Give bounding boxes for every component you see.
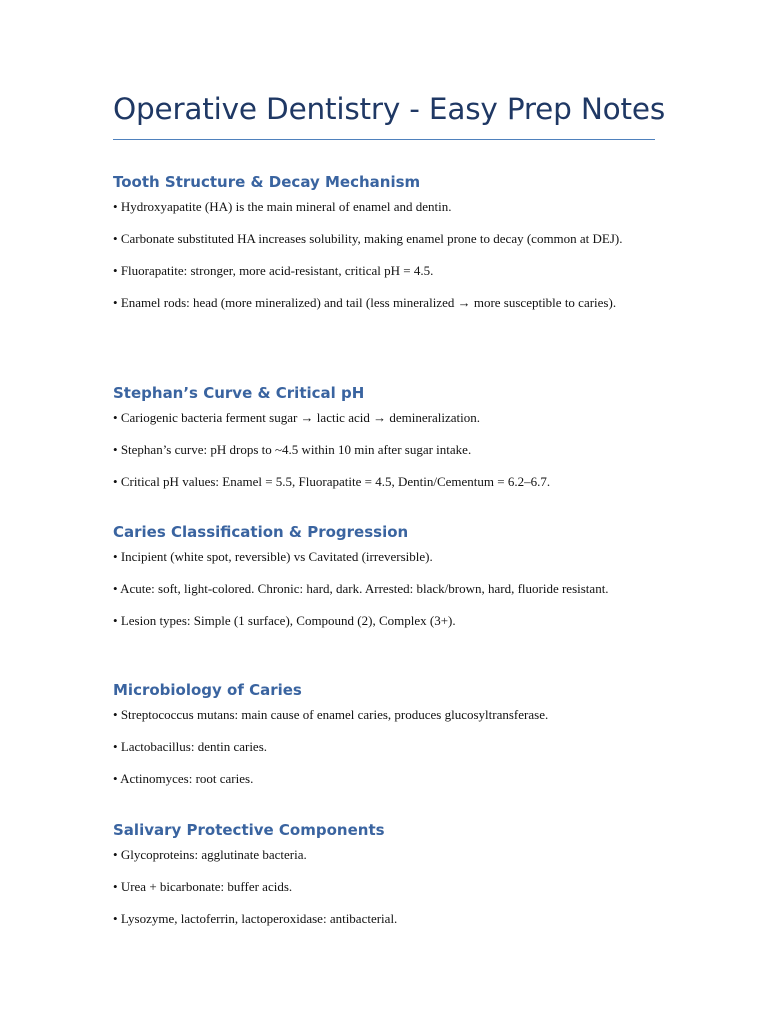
title-underline xyxy=(113,139,655,140)
list-item xyxy=(113,909,655,929)
bullet-glyph: • xyxy=(113,199,118,214)
section-heading: Microbiology of Caries xyxy=(113,681,302,699)
section-microbiology xyxy=(113,680,655,801)
list-item xyxy=(113,769,655,789)
list-item xyxy=(113,877,655,897)
bullet-glyph: • xyxy=(113,442,118,457)
list-item xyxy=(113,611,655,631)
list-item-text: Fluorapatite: stronger, more acid-resistant, critical pH = 4.5. xyxy=(120,263,434,278)
bullet-glyph: • xyxy=(113,295,118,310)
list-item-text: Glycoproteins: agglutinate bacteria. xyxy=(120,847,307,862)
list-item-text: Streptococcus mutans: main cause of enamel caries, produces glucosyltransferase. xyxy=(120,707,549,722)
list-item xyxy=(113,261,655,281)
list-item-text: Cariogenic bacteria ferment sugar → lactic acid → demineralization. xyxy=(120,410,480,425)
list-item-text: Hydroxyapatite (HA) is the main mineral of enamel and dentin. xyxy=(120,199,452,214)
list-item-text: Lysozyme, lactoferrin, lactoperoxidase: antibacterial. xyxy=(120,911,398,926)
list-item xyxy=(113,472,655,492)
bullet-glyph: • xyxy=(113,847,118,862)
document-title: Operative Dentistry - Easy Prep Notes xyxy=(113,92,666,126)
list-item-text: Lactobacillus: dentin caries. xyxy=(120,739,268,754)
list-item xyxy=(113,229,655,249)
section-heading: Tooth Structure & Decay Mechanism xyxy=(113,173,421,191)
section-caries-classification xyxy=(113,522,655,643)
list-item xyxy=(113,440,655,460)
section-tooth-structure xyxy=(113,172,655,325)
section-heading: Stephan’s Curve & Critical pH xyxy=(113,384,365,402)
section-salivary-components xyxy=(113,820,655,941)
list-item xyxy=(113,705,655,725)
bullet-glyph: • xyxy=(113,707,118,722)
list-item xyxy=(113,293,655,313)
list-item-text: Actinomyces: root caries. xyxy=(120,771,254,786)
bullet-glyph: • xyxy=(113,410,118,425)
section-heading: Salivary Protective Components xyxy=(113,821,385,839)
list-item-text: Incipient (white spot, reversible) vs Cavitated (irreversible). xyxy=(120,549,433,564)
list-item-text: Critical pH values: Enamel = 5.5, Fluorapatite = 4.5, Dentin/Cementum = 6.2–6.7. xyxy=(120,474,551,489)
section-heading: Caries Classification & Progression xyxy=(113,523,409,541)
list-item-text: Carbonate substituted HA increases solubility, making enamel prone to decay (common at DEJ). xyxy=(120,231,623,246)
list-item xyxy=(113,408,655,428)
section-stephans-curve xyxy=(113,383,655,504)
bullet-glyph: • xyxy=(113,739,118,754)
bullet-glyph: • xyxy=(113,231,118,246)
list-item-text: Stephan’s curve: pH drops to ~4.5 within 10 min after sugar intake. xyxy=(120,442,472,457)
list-item xyxy=(113,845,655,865)
list-item-text: Enamel rods: head (more mineralized) and tail (less mineralized → more susceptible to caries). xyxy=(120,295,617,310)
list-item-text: Lesion types: Simple (1 surface), Compound (2), Complex (3+). xyxy=(120,613,456,628)
bullet-glyph: • xyxy=(113,911,118,926)
bullet-glyph: • xyxy=(113,613,118,628)
list-item xyxy=(113,197,655,217)
bullet-glyph: • xyxy=(113,474,118,489)
bullet-glyph: • xyxy=(113,771,118,786)
bullet-glyph: • xyxy=(113,263,118,278)
list-item xyxy=(113,579,655,599)
list-item xyxy=(113,737,655,757)
list-item-text: Urea + bicarbonate: buffer acids. xyxy=(120,879,293,894)
list-item-text: Acute: soft, light-colored. Chronic: hard, dark. Arrested: black/brown, hard, fluoride resistant. xyxy=(120,581,609,596)
bullet-glyph: • xyxy=(113,879,118,894)
bullet-glyph: • xyxy=(113,581,118,596)
list-item xyxy=(113,547,655,567)
bullet-glyph: • xyxy=(113,549,118,564)
